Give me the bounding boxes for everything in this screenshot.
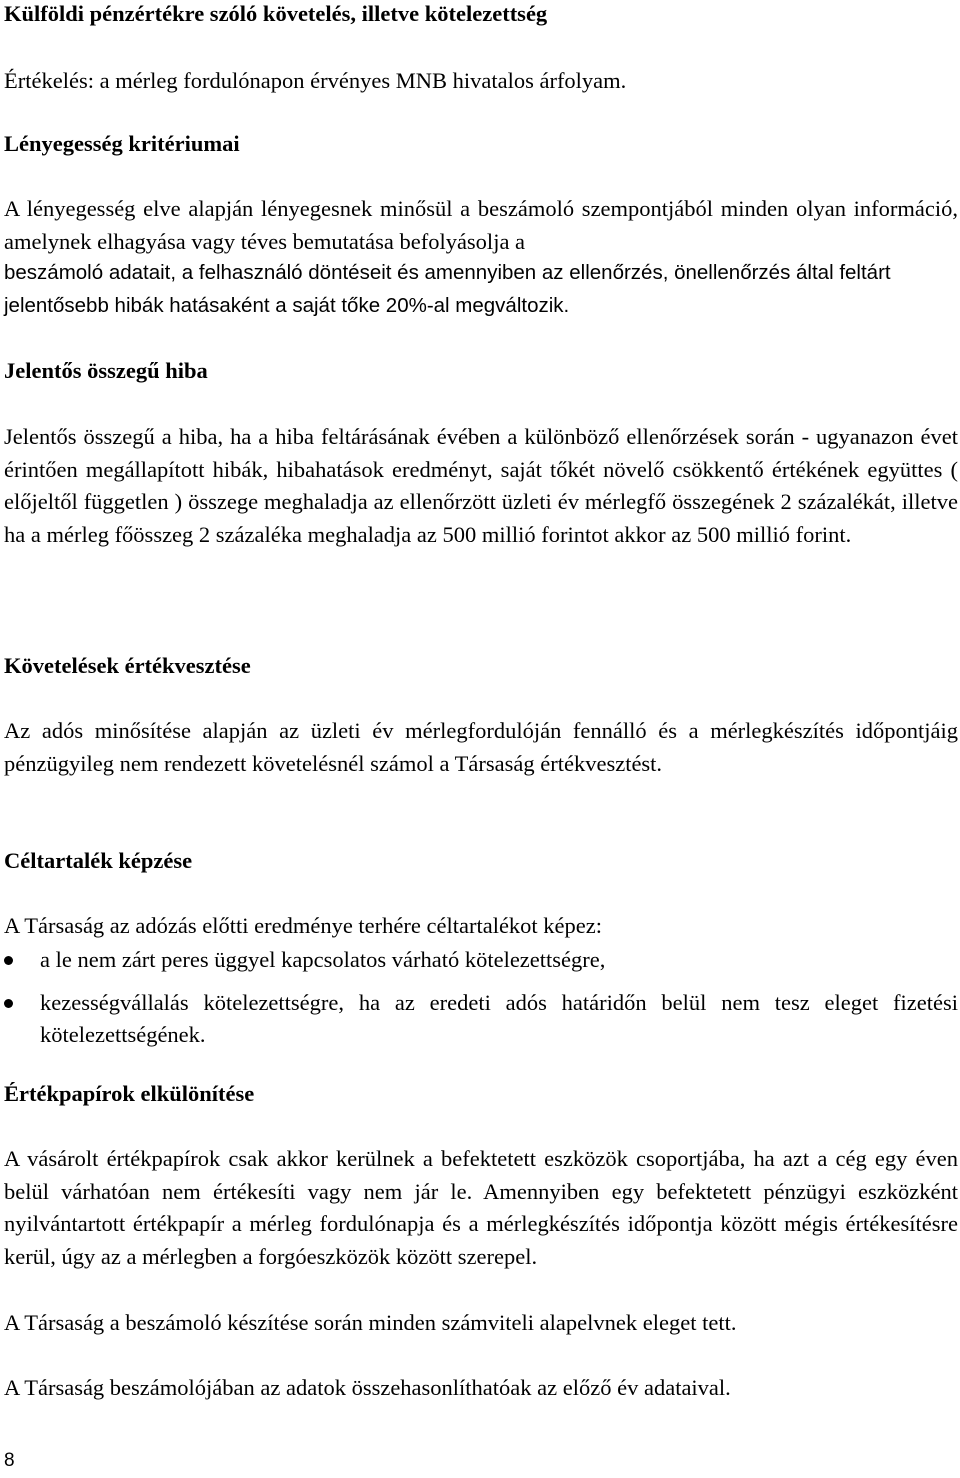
paragraph-foreign-currency-valuation: Értékelés: a mérleg fordulónapon érvényes MNB hivatalos árfolyam.: [4, 68, 627, 93]
heading-securities: Értékpapírok elkülönítése: [4, 1081, 255, 1106]
heading-foreign-currency: Külföldi pénzértékre szóló követelés, illetve kötelezettség: [4, 1, 548, 26]
paragraph-receivable-impairment: Az adós minősítése alapján az üzleti év mérlegfordulóján fennálló és a mérlegkészítés időpontjáig pénzügyileg nem rendezett követelésnél számol a Társaság értékvesztést.: [4, 718, 958, 776]
paragraph-materiality-part1: A lényegesség elve alapján lényegesnek minősül a beszámoló szempontjából minden olyan információ, amelynek elhagyása vagy téves bemutatása befolyásolja a: [4, 196, 958, 254]
bullet-icon: [4, 999, 13, 1008]
paragraph-accounting-principles: A Társaság a beszámoló készítése során minden számviteli alapelvnek eleget tett.: [4, 1310, 737, 1335]
paragraph-provision-intro: A Társaság az adózás előtti eredménye terhére céltartalékot képez:: [4, 913, 603, 938]
provision-list: [4, 944, 958, 1052]
paragraph-materiality-part2: beszámoló adatait, a felhasználó döntéseit és amennyiben az ellenőrzés, önellenőrzés által feltárt jelentősebb hibák hatásaként a saját tőke 20%-al megváltozik.: [4, 261, 891, 317]
list-item-text: kezességvállalás kötelezettségre, ha az eredeti adós határidőn belül nem tesz eleget fizetési kötelezettségének.: [40, 989, 958, 1048]
paragraph-significant-error: Jelentős összegű a hiba, ha a hiba feltárásának évében a különböző ellenőrzések során - ugyanazon évet érintően megállapított hibák, hibahatások eredményt, saját tőkét növelő csökkentő értékének együttes ( előjeltől független ) összege meghaladja az ellenőrzött üzleti év mérlegfő összegének 2 százalékát, illetve ha a mérleg főösszeg 2 százaléka meghaladja az 500 millió forintot akkor az 500 millió forint.: [4, 424, 958, 547]
page-number: 8: [4, 1450, 15, 1471]
heading-receivable-impairment: Követelések értékvesztése: [4, 653, 251, 678]
list-item: [4, 987, 958, 1052]
heading-materiality: Lényegesség kritériumai: [4, 131, 240, 156]
list-item-text: a le nem zárt peres üggyel kapcsolatos várható kötelezettségre,: [40, 947, 606, 972]
list-item: [4, 944, 958, 977]
paragraph-securities: A vásárolt értékpapírok csak akkor kerülnek a befektetett eszközök csoportjába, ha azt a cég egy éven belül várhatóan nem értékesíti vagy nem jár le. Amennyiben egy befektetett pénzügyi eszközként nyilvántartott értékpapír a mérleg fordulónapja és a mérlegkészítés időpontja között mégis értékesítésre kerül, úgy az a mérlegben a forgóeszközök között szerepel.: [4, 1146, 958, 1269]
paragraph-data-comparability: A Társaság beszámolójában az adatok összehasonlíthatóak az előző év adataival.: [4, 1375, 731, 1400]
heading-provision: Céltartalék képzése: [4, 848, 193, 873]
heading-significant-error: Jelentős összegű hiba: [4, 358, 208, 383]
bullet-icon: [4, 956, 13, 965]
